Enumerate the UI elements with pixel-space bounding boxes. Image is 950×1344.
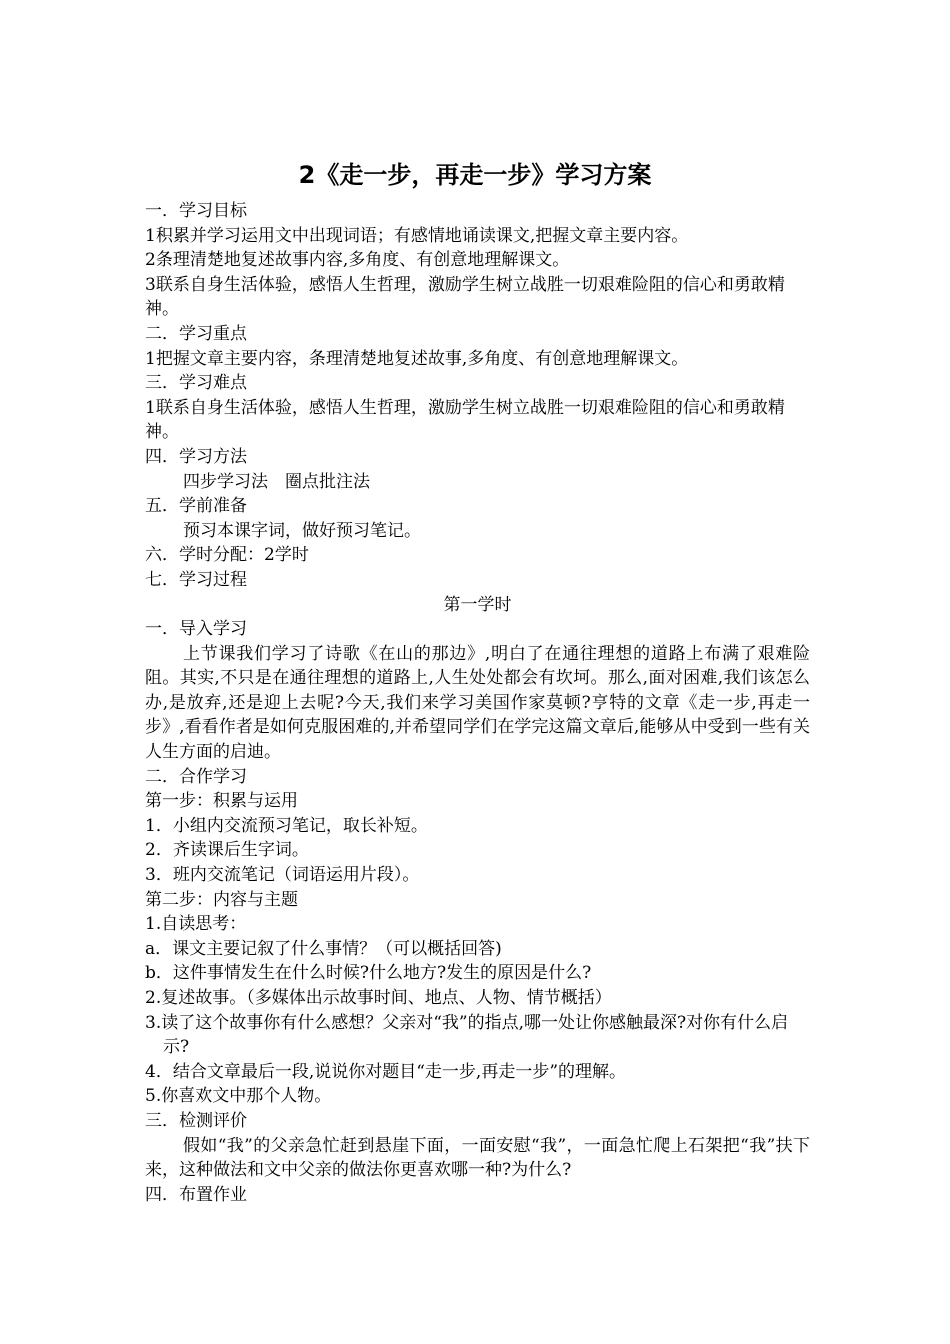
list-item: 2.复述故事。（多媒体出示故事时间、地点、人物、情节概括）: [145, 988, 612, 1008]
preparation-text: 预习本课字词，做好预习笔记。: [183, 520, 421, 541]
section-heading-methods: 四．学习方法: [145, 446, 247, 467]
list-item: 5.你喜欢文中那个人物。: [145, 1086, 332, 1107]
objective-item: 2条理清楚地复述故事内容,多角度、有创意地理解课文。: [145, 250, 570, 271]
section-heading-preparation: 五．学前准备: [145, 496, 247, 517]
assessment-paragraph: 假如“我”的父亲急忙赶到悬崖下面，一面安慰“我”，一面急忙爬上石架把“我”扶下来，这种做法和文中父亲的做法你更喜欢哪一种?为什么?: [145, 1135, 810, 1181]
section-heading-assessment: 三．检测评价: [145, 1110, 247, 1131]
page-title: 2《走一步，再走一步》学习方案: [298, 161, 652, 189]
list-item: 3．班内交流笔记（词语运用片段）。: [145, 865, 420, 886]
list-item: 3.读了这个故事你有什么感想？父亲对“我”的指点,哪一处让你感触最深?对你有什么启示?: [145, 1012, 789, 1058]
section-heading-key-points: 二．学习重点: [145, 323, 247, 344]
list-item: b．这件事情发生在什么时候?什么地方?发生的原因是什么?: [145, 963, 592, 984]
section-heading-intro: 一．导入学习: [145, 619, 247, 640]
intro-paragraph: 上节课我们学习了诗歌《在山的那边》,明白了在通往理想的道路上布满了艰难险阻。其实,不只是在通往理想的道路上,人生处处都会有坎坷。那么,面对困难,我们该怎么办,是放弃,还是迎上去呢?今天,我们来学习美国作家莫顿?亨特的文章《走一步,再走一步》,看看作者是如何克服困难的,并希望同学们在学完这篇文章后,能够从中受到一些有关人生方面的启迪。: [145, 643, 810, 763]
section-heading-homework: 四．布置作业: [145, 1184, 247, 1205]
section-heading-process: 七．学习过程: [145, 569, 247, 590]
step-heading: 第一步：积累与运用: [145, 791, 298, 812]
lesson-heading: 第一学时: [443, 594, 512, 615]
section-heading-objectives: 一．学习目标: [145, 201, 247, 221]
section-heading-cooperation: 二．合作学习: [145, 766, 247, 787]
list-item: a．课文主要记叙了什么事情？（可以概括回答): [145, 938, 502, 959]
section-heading-schedule: 六．学时分配：2学时: [145, 545, 309, 566]
methods-text: 四步学习法 圈点批注法: [183, 471, 370, 492]
objective-item: 1积累并学习运用文中出现词语；有感情地诵读课文,把握文章主要内容。: [145, 225, 689, 246]
section-heading-difficulties: 三．学习难点: [145, 373, 247, 394]
objective-item: 3联系自身生活体验，感悟人生哲理，激励学生树立战胜一切艰难险阻的信心和勇敢精神。: [145, 274, 785, 320]
list-item: 2．齐读课后生字词。: [145, 840, 309, 861]
list-item: 1．小组内交流预习笔记，取长补短。: [145, 815, 428, 836]
step-heading: 第二步：内容与主题: [145, 889, 298, 910]
list-item: 1.自读思考：: [145, 914, 247, 935]
difficulty-item: 1联系自身生活体验，感悟人生哲理，激励学生树立战胜一切艰难险阻的信心和勇敢精神。: [145, 397, 785, 443]
key-point-item: 1把握文章主要内容，条理清楚地复述故事,多角度、有创意地理解课文。: [145, 348, 689, 369]
document-body: [145, 199, 810, 1207]
list-item: 4．结合文章最后一段,说说你对题目“走一步,再走一步”的理解。: [145, 1061, 627, 1082]
